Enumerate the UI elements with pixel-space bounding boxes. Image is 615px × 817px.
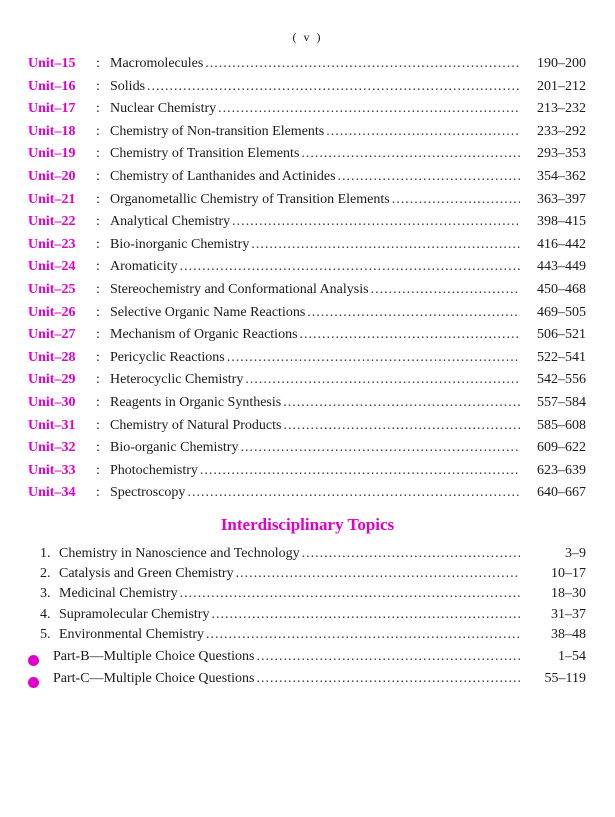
topic-pages: 3–9 — [565, 546, 586, 561]
unit-pages: 363–397 — [537, 191, 586, 207]
leader-dots — [211, 607, 520, 623]
colon: : — [96, 191, 100, 207]
unit-pages: 557–584 — [537, 394, 586, 410]
unit-pages: 233–292 — [537, 123, 586, 139]
unit-pages: 450–468 — [537, 281, 586, 297]
unit-title: Chemistry of Transition Elements — [110, 146, 300, 162]
leader-dots — [302, 546, 520, 562]
leader-dots — [283, 395, 520, 411]
toc-row[interactable] — [28, 192, 586, 215]
toc-row[interactable] — [28, 305, 586, 328]
mcq-pages: 55–119 — [544, 670, 586, 686]
unit-label: Unit–18 — [28, 123, 76, 139]
unit-label: Unit–21 — [28, 191, 76, 207]
toc-row[interactable] — [28, 259, 586, 282]
unit-pages: 293–353 — [537, 146, 586, 162]
unit-title: Selective Organic Name Reactions — [110, 304, 306, 320]
unit-pages: 542–556 — [537, 372, 586, 388]
unit-pages: 506–521 — [537, 327, 586, 343]
unit-pages: 522–541 — [537, 349, 586, 365]
leader-dots — [240, 440, 520, 456]
unit-title: Chemistry of Lanthanides and Actinides — [110, 168, 336, 184]
page-number: ( v ) — [292, 30, 323, 44]
unit-title: Macromolecules — [110, 56, 204, 71]
toc-row[interactable] — [28, 485, 586, 508]
topic-number: 1. — [40, 546, 51, 561]
leader-dots — [180, 586, 520, 602]
topic-pages: 38–48 — [551, 626, 586, 642]
topic-number: 3. — [40, 586, 51, 602]
unit-label: Unit–24 — [28, 259, 76, 275]
mcq-title: Part-C—Multiple Choice Questions — [53, 670, 255, 686]
toc-row[interactable] — [28, 327, 586, 350]
topic-pages: 18–30 — [551, 586, 586, 602]
leader-dots — [206, 627, 520, 643]
unit-label: Unit–34 — [28, 485, 76, 501]
interdisciplinary-heading: Interdisciplinary Topics — [220, 515, 395, 534]
toc-row[interactable] — [28, 124, 586, 147]
unit-label: Unit–33 — [28, 462, 76, 478]
colon: : — [96, 417, 100, 433]
colon: : — [96, 372, 100, 388]
unit-label: Unit–15 — [28, 56, 76, 71]
toc-row[interactable] — [28, 146, 586, 169]
toc-row[interactable] — [28, 350, 586, 373]
bullet-dot-icon — [28, 677, 39, 688]
toc-row[interactable] — [28, 101, 586, 124]
leader-dots — [256, 649, 520, 665]
topic-title: Supramolecular Chemistry — [59, 606, 210, 622]
leader-dots — [245, 372, 520, 388]
unit-title: Chemistry of Non-transition Elements — [110, 123, 325, 139]
topic-number: 2. — [40, 566, 51, 582]
unit-label: Unit–29 — [28, 372, 76, 388]
unit-label: Unit–28 — [28, 349, 76, 365]
leader-dots — [227, 350, 520, 366]
unit-pages: 609–622 — [537, 440, 586, 456]
topic-number: 5. — [40, 626, 51, 642]
unit-title: Analytical Chemistry — [110, 214, 231, 230]
unit-title: Pericyclic Reactions — [110, 349, 225, 365]
leader-dots — [256, 671, 520, 687]
colon: : — [96, 440, 100, 456]
unit-pages: 469–505 — [537, 304, 586, 320]
unit-title: Mechanism of Organic Reactions — [110, 327, 298, 343]
topic-title: Medicinal Chemistry — [59, 586, 178, 602]
colon: : — [96, 214, 100, 230]
leader-dots — [251, 237, 520, 253]
unit-title: Spectroscopy — [110, 485, 186, 501]
topic-row[interactable] — [40, 546, 586, 566]
leader-dots — [187, 485, 520, 501]
unit-label: Unit–31 — [28, 417, 76, 433]
unit-title: Organometallic Chemistry of Transition Elements — [110, 191, 390, 207]
colon: : — [96, 394, 100, 410]
colon: : — [96, 259, 100, 275]
unit-pages: 354–362 — [537, 168, 586, 184]
unit-title: Heterocyclic Chemistry — [110, 372, 244, 388]
unit-title: Bio-organic Chemistry — [110, 440, 239, 456]
topic-row[interactable] — [40, 566, 586, 586]
topic-pages: 10–17 — [551, 566, 586, 582]
toc-row[interactable] — [28, 169, 586, 192]
toc-row[interactable] — [28, 463, 586, 486]
units-list — [28, 56, 586, 508]
bullet-dot-icon — [28, 655, 39, 666]
colon: : — [96, 146, 100, 162]
leader-dots — [307, 305, 520, 321]
mcq-pages: 1–54 — [558, 649, 586, 664]
colon: : — [96, 485, 100, 501]
toc-row[interactable] — [28, 237, 586, 260]
toc-row[interactable] — [28, 56, 586, 79]
toc-row[interactable] — [28, 418, 586, 441]
toc-row[interactable] — [28, 440, 586, 463]
colon: : — [96, 462, 100, 478]
unit-label: Unit–17 — [28, 101, 76, 117]
unit-pages: 585–608 — [537, 417, 586, 433]
unit-pages: 398–415 — [537, 214, 586, 230]
leader-dots — [232, 214, 520, 230]
leader-dots — [392, 192, 520, 208]
colon: : — [96, 327, 100, 343]
unit-pages: 416–442 — [537, 236, 586, 252]
mcq-title: Part-B—Multiple Choice Questions — [53, 649, 255, 664]
unit-label: Unit–22 — [28, 214, 76, 230]
topics-list — [40, 546, 586, 647]
toc-row[interactable] — [28, 372, 586, 395]
topic-row[interactable] — [40, 607, 586, 627]
colon: : — [96, 236, 100, 252]
colon: : — [96, 56, 100, 71]
unit-label: Unit–32 — [28, 440, 76, 456]
colon: : — [96, 123, 100, 139]
toc-row[interactable] — [28, 79, 586, 102]
leader-dots — [147, 79, 520, 95]
unit-pages: 190–200 — [537, 56, 586, 71]
unit-pages: 213–232 — [537, 101, 586, 117]
unit-label: Unit–16 — [28, 78, 76, 94]
unit-pages: 640–667 — [537, 485, 586, 501]
leader-dots — [326, 124, 520, 140]
unit-label: Unit–20 — [28, 168, 76, 184]
topic-row[interactable] — [40, 627, 586, 647]
leader-dots — [205, 56, 520, 72]
colon: : — [96, 78, 100, 94]
unit-pages: 201–212 — [537, 78, 586, 94]
colon: : — [96, 168, 100, 184]
topic-number: 4. — [40, 606, 51, 622]
unit-title: Photochemistry — [110, 462, 198, 478]
unit-label: Unit–19 — [28, 146, 76, 162]
unit-title: Nuclear Chemistry — [110, 101, 217, 117]
topic-title: Chemistry in Nanoscience and Technology — [59, 546, 300, 561]
unit-label: Unit–30 — [28, 394, 76, 410]
colon: : — [96, 304, 100, 320]
unit-title: Aromaticity — [110, 259, 178, 275]
leader-dots — [283, 418, 520, 434]
leader-dots — [371, 282, 520, 298]
mcq-row[interactable] — [28, 671, 586, 693]
unit-title: Stereochemistry and Conformational Analysis — [110, 281, 369, 297]
topic-title: Catalysis and Green Chemistry — [59, 566, 234, 582]
colon: : — [96, 281, 100, 297]
unit-title: Solids — [110, 78, 146, 94]
topic-pages: 31–37 — [551, 606, 586, 622]
leader-dots — [300, 327, 520, 343]
colon: : — [96, 101, 100, 117]
colon: : — [96, 349, 100, 365]
unit-pages: 623–639 — [537, 462, 586, 478]
leader-dots — [236, 566, 520, 582]
mcq-row[interactable] — [28, 649, 586, 671]
unit-title: Bio-inorganic Chemistry — [110, 236, 250, 252]
leader-dots — [338, 169, 520, 185]
toc-row[interactable] — [28, 214, 586, 237]
unit-pages: 443–449 — [537, 259, 586, 275]
leader-dots — [301, 146, 520, 162]
leader-dots — [180, 259, 520, 275]
unit-title: Chemistry of Natural Products — [110, 417, 282, 433]
leader-dots — [218, 101, 520, 117]
mcq-list — [28, 649, 586, 692]
topic-row[interactable] — [40, 586, 586, 606]
unit-label: Unit–25 — [28, 281, 76, 297]
unit-label: Unit–26 — [28, 304, 76, 320]
toc-row[interactable] — [28, 282, 586, 305]
toc-row[interactable] — [28, 395, 586, 418]
leader-dots — [200, 463, 520, 479]
unit-label: Unit–23 — [28, 236, 76, 252]
unit-title: Reagents in Organic Synthesis — [110, 394, 282, 410]
unit-label: Unit–27 — [28, 327, 76, 343]
topic-title: Environmental Chemistry — [59, 626, 205, 642]
